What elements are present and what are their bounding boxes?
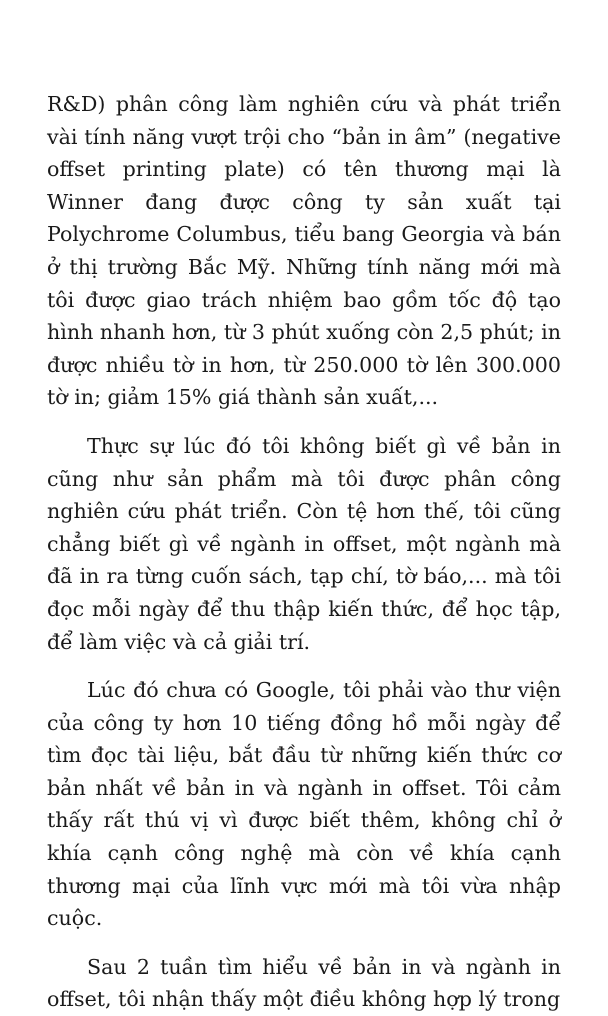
paragraph-3: Lúc đó chưa có Google, tôi phải vào thư viện của công ty hơn 10 tiếng đồng hồ mỗi ngày để tìm đọc tài liệu, bắt đầu từ những kiến thức cơ bản nhất về bản in và ngành in offset. Tôi cảm thấy rất thú vị vì được biết thêm, không chỉ ở khía cạnh công nghệ mà còn về khía cạnh thương mại của lĩnh vực mới mà tôi vừa nhập cuộc.	[47, 678, 561, 931]
paragraph-2: Thực sự lúc đó tôi không biết gì về bản in cũng như sản phẩm mà tôi được phân công nghiên cứu phát triển. Còn tệ hơn thế, tôi cũng chẳng biết gì về ngành in offset, một ngành mà đã in ra từng cuốn sách, tạp chí, tờ báo,... mà tôi đọc mỗi ngày để thu thập kiến thức, để học tập, để làm việc và cả giải trí.	[47, 433, 561, 654]
book-page	[47, 88, 561, 1016]
paragraph-4: Sau 2 tuần tìm hiểu về bản in và ngành in offset, tôi nhận thấy một điều không hợp lý trong	[47, 954, 561, 1012]
paragraph-continuation: R&D) phân công làm nghiên cứu và phát triển vài tính năng vượt trội cho “bản in âm” (negative offset printing plate) có tên thương mại là Winner đang được công ty sản xuất tại Polychrome Columbus, tiểu bang Georgia và bán ở thị trường Bắc Mỹ. Những tính năng mới mà tôi được giao trách nhiệm bao gồm tốc độ tạo hình nhanh hơn, từ 3 phút xuống còn 2,5 phút; in được nhiều tờ in hơn, từ 250.000 tờ lên 300.000 tờ in; giảm 15% giá thành sản xuất,...	[47, 92, 561, 410]
